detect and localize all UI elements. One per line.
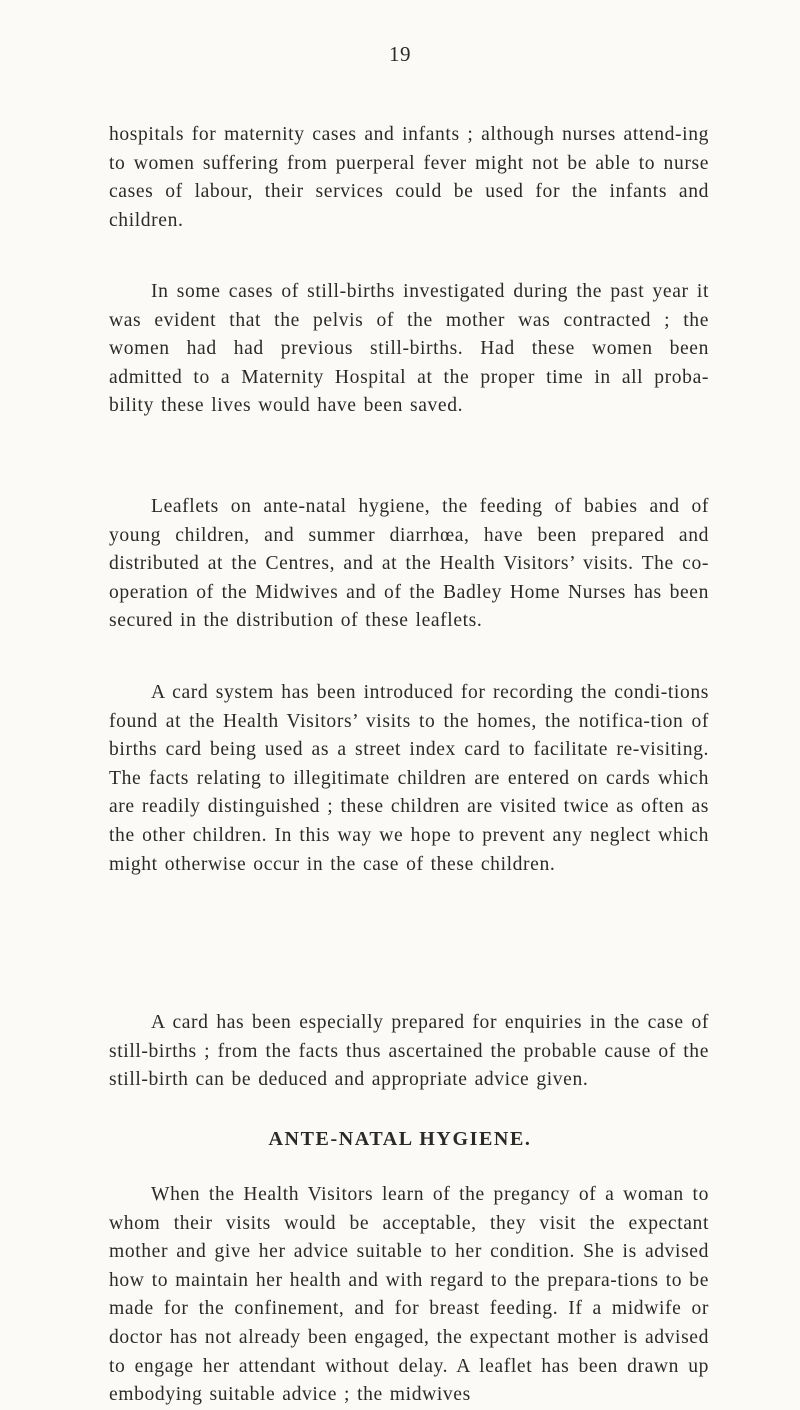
paragraph-still-birth-card: A card has been especially prepared for enquiries in the case of still-births ; from the facts thus ascertained the probable cause of the still-birth can be deduced and appropriate advice given.	[109, 1012, 709, 1091]
paragraph-still-births-pelvis: In some cases of still-births investigated during the past year it was evident that the pelvis of the mother was contracted ; the women had had previous still-births. Had these women been admitted to a Maternity Hospital at the proper time in all proba-bility these lives would have been saved.	[109, 281, 709, 417]
paragraph-health-visitors-pregnancy: When the Health Visitors learn of the pregancy of a woman to whom their visits would be acceptable, they visit the expectant mother and give her advice suitable to her condition. She is advised how to maintain her health and with regard to the prepara-tions to be made for the confinement, and for breast feeding. If a midwife or doctor has not already been engaged, the expectant mother is advised to engage her attendant without delay. A leaflet has been drawn up embodying suitable advice ; the midwives	[109, 1184, 709, 1406]
paragraph-hospitals-infants: hospitals for maternity cases and infants ; although nurses attend-ing to women suffering from puerperal fever might not be able to nurse cases of labour, their services could be used for the infants and children.	[109, 124, 709, 231]
paragraph-card-system: A card system has been introduced for recording the condi-tions found at the Health Visitors’ visits to the homes, the notifica-tion of births card being used as a street index card to facilitate re-visiting. The facts relating to illegitimate children are entered on cards which are readily distinguished ; these children are visited twice as often as the other children. In this way we hope to prevent any neglect which might otherwise occur in the case of these children.	[109, 682, 709, 875]
paragraph-leaflets: Leaflets on ante-natal hygiene, the feeding of babies and of young children, and summer diarrhœa, have been prepared and distributed at the Centres, and at the Health Visitors’ visits. The co-operation of the Midwives and of the Badley Home Nurses has been secured in the distribution of these leaflets.	[109, 496, 709, 632]
page-number: 19	[389, 42, 411, 66]
section-heading-ante-natal-hygiene: ANTE-NATAL HYGIENE.	[268, 1128, 532, 1150]
